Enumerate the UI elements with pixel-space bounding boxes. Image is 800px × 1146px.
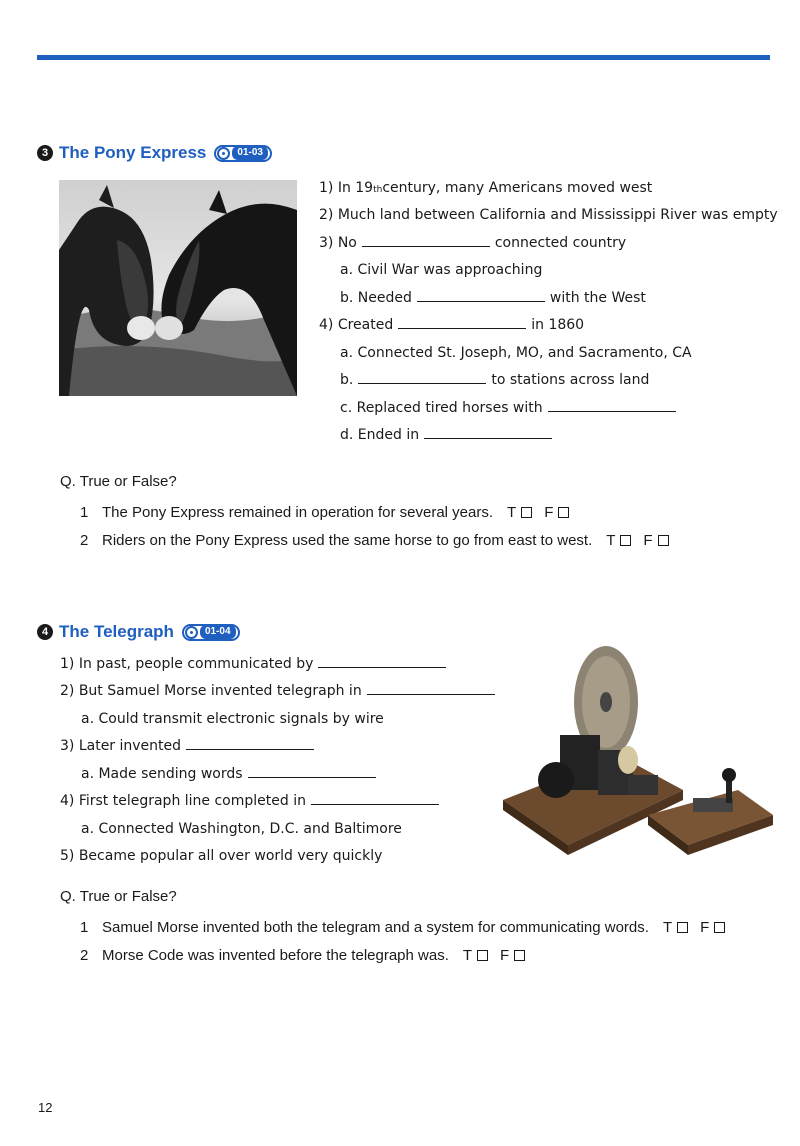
section-title-pony-express [37, 143, 272, 163]
fill-in-blank[interactable] [367, 694, 495, 695]
cd-icon [217, 147, 230, 160]
note-line: a. Could transmit electronic signals by wire [81, 711, 384, 727]
fill-in-blank[interactable] [548, 411, 676, 412]
audio-track-code: 01-03 [232, 146, 268, 160]
note-line: 1) In 19 th century, many Americans moved west [319, 180, 653, 196]
note-line: 3) No connected country [319, 235, 627, 251]
false-checkbox[interactable] [558, 507, 569, 518]
section-title-telegraph [37, 622, 240, 642]
section-title-text: The Telegraph [59, 622, 174, 641]
true-checkbox[interactable] [521, 507, 532, 518]
true-checkbox[interactable] [677, 922, 688, 933]
fill-in-blank[interactable] [186, 749, 314, 750]
note-line: a. Made sending words [81, 766, 381, 782]
note-line: c. Replaced tired horses with [340, 400, 681, 416]
true-checkbox[interactable] [477, 950, 488, 961]
quiz-item: 2 Riders on the Pony Express used the same horse to go from east to west. T F [80, 532, 681, 549]
note-line: 1) In past, people communicated by [60, 656, 451, 672]
false-checkbox[interactable] [514, 950, 525, 961]
true-checkbox[interactable] [620, 535, 631, 546]
top-rule [37, 55, 770, 60]
false-checkbox[interactable] [658, 535, 669, 546]
audio-track-code: 01-04 [200, 625, 236, 639]
fill-in-blank[interactable] [318, 667, 446, 668]
note-line: b. Needed with the West [340, 290, 646, 306]
note-line: 2) But Samuel Morse invented telegraph in [60, 683, 500, 699]
section-number-badge: 3 [37, 145, 53, 161]
horses-photo [59, 180, 297, 396]
quiz-item: 1 Samuel Morse invented both the telegram and a system for communicating words. T F [80, 919, 737, 936]
quiz-item: 1 The Pony Express remained in operation for several years. T F [80, 504, 581, 521]
note-line: a. Connected St. Joseph, MO, and Sacramento, CA [340, 345, 692, 361]
note-line: b. to stations across land [340, 372, 650, 388]
cd-icon [185, 626, 198, 639]
quiz-item: 2 Morse Code was invented before the telegraph was. T F [80, 947, 537, 964]
fill-in-blank[interactable] [358, 383, 486, 384]
fill-in-blank[interactable] [248, 777, 376, 778]
fill-in-blank[interactable] [362, 246, 490, 247]
note-line: 4) First telegraph line completed in [60, 793, 444, 809]
note-line: 3) Later invented [60, 738, 319, 754]
note-line: 2) Much land between California and Mississippi River was empty [319, 207, 778, 223]
note-line: a. Civil War was approaching [340, 262, 543, 278]
fill-in-blank[interactable] [311, 804, 439, 805]
note-line: 5) Became popular all over world very quickly [60, 848, 383, 864]
page-number: 12 [38, 1100, 53, 1115]
note-line: a. Connected Washington, D.C. and Baltimore [81, 821, 402, 837]
quiz-title: Q. True or False? [60, 473, 177, 490]
audio-track-badge[interactable] [182, 624, 240, 641]
section-title-text: The Pony Express [59, 143, 207, 162]
telegraph-machine-photo [498, 640, 773, 865]
fill-in-blank[interactable] [417, 301, 545, 302]
note-line: 4) Created in 1860 [319, 317, 585, 333]
note-line: d. Ended in [340, 427, 557, 443]
audio-track-badge[interactable] [214, 145, 272, 162]
false-checkbox[interactable] [714, 922, 725, 933]
fill-in-blank[interactable] [398, 328, 526, 329]
quiz-title: Q. True or False? [60, 888, 177, 905]
section-number-badge: 4 [37, 624, 53, 640]
fill-in-blank[interactable] [424, 438, 552, 439]
